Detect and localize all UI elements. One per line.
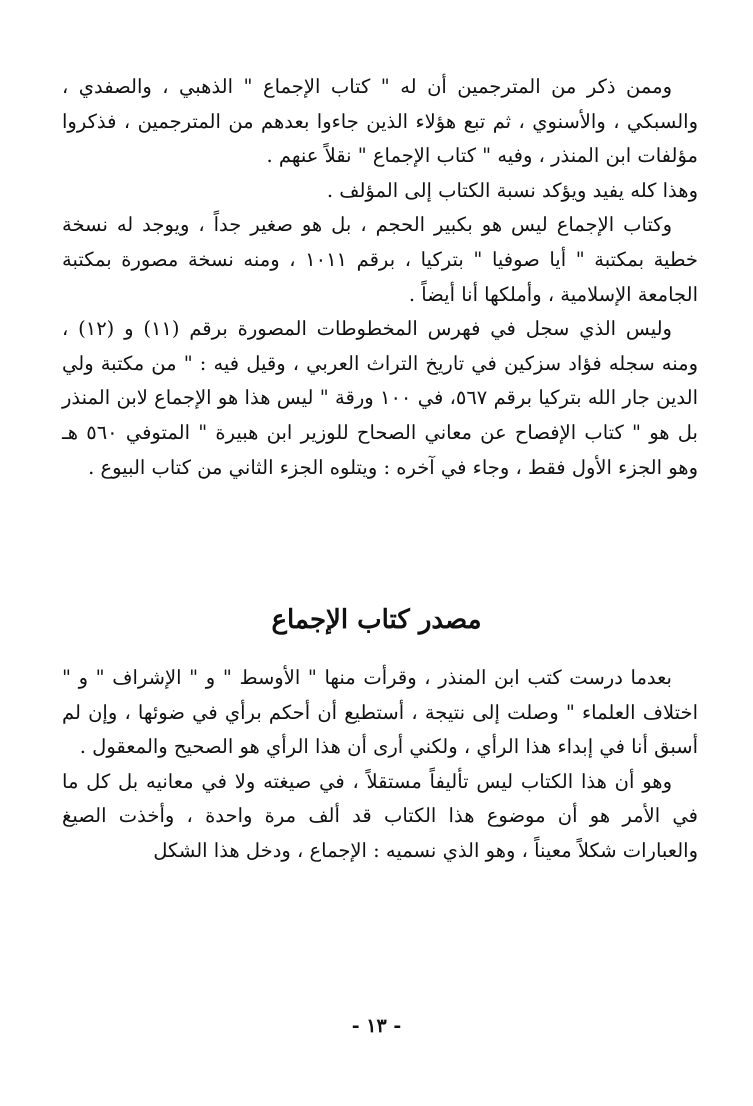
paragraph: وليس الذي سجل في فهرس المخطوطات المصورة برقم (١١) و (١٢) ، ومنه سجله فؤاد سزكين في تاريخ التراث العربي ، وقيل فيه : " من مكتبة ولي الدين جار الله بتركيا برقم ٥٦٧، في ١٠٠ ورقة " ليس هذا هو الإجماع لابن المنذر بل هو " كتاب الإفصاح عن معاني الصحاح للوزير ابن هبيرة " المتوفي ٥٦٠ هـ وهو الجزء الأول فقط ، وجاء في آخره : ويتلوه الجزء الثاني من كتاب البيوع . <box>62 317 698 479</box>
text-block-top <box>62 70 698 485</box>
paragraph: وكتاب الإجماع ليس هو بكبير الحجم ، بل هو صغير جداً ، ويوجد له نسخة خطية بمكتبة " أيا صوفيا " بتركيا ، برقم ١٠١١ ، ومنه نسخة مصورة بمكتبة الجامعة الإسلامية ، وأملكها أنا أيضاً . <box>62 213 698 306</box>
section-heading: مصدر كتاب الإجماع <box>271 605 482 635</box>
paragraph: وممن ذكر من المترجمين أن له " كتاب الإجماع " الذهبي ، والصفدي ، والسبكي ، والأسنوي ، ثم تبع هؤلاء الذين جاءوا بعدهم من المترجمين ، فذكروا مؤلفات ابن المنذر ، وفيه " كتاب الإجماع " نقلاً عنهم . <box>62 75 698 168</box>
page-number: - ١٣ - <box>351 1015 402 1037</box>
paragraph: وهو أن هذا الكتاب ليس تأليفاً مستقلاً ، في صيغته ولا في معانيه بل كل ما في الأمر هو أن موضوع هذا الكتاب قد ألف مرة واحدة ، وأخذت الصيغ والعبارات شكلاً معيناً ، وهو الذي نسميه : الإجماع ، ودخل هذا الشكل <box>62 769 698 862</box>
paragraph: بعدما درست كتب ابن المنذر ، وقرأت منها " الأوسط " و " الإشراف " و " اختلاف العلماء " وصلت إلى نتيجة ، أستطيع أن أحكم برأي في ضوئها ، وإن لم أسبق أنا في إبداء هذا الرأي ، ولكني أرى أن هذا الرأي هو الصحيح والمعقول . <box>62 666 698 759</box>
paragraph: وهذا كله يفيد ويؤكد نسبة الكتاب إلى المؤلف . <box>326 178 698 202</box>
text-block-bottom <box>62 661 698 869</box>
